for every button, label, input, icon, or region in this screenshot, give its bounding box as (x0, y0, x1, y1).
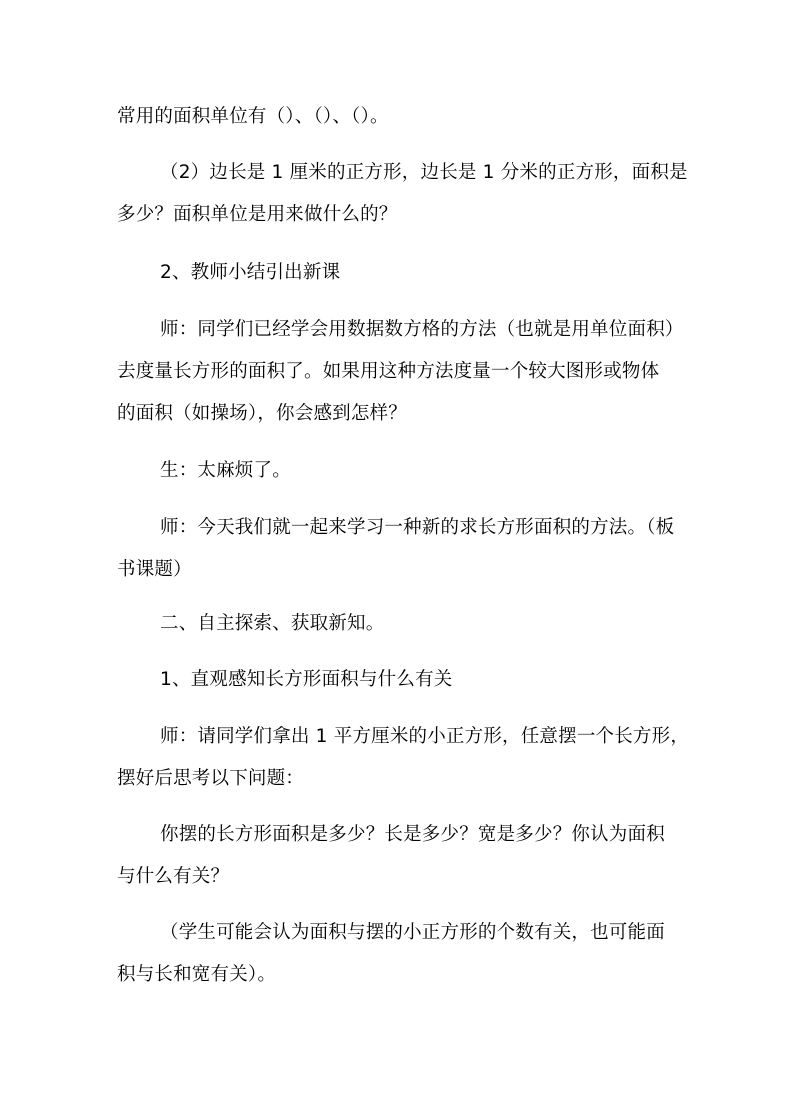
text-line: 师：今天我们就一起来学习一种新的求长方形面积的方法。（板 (160, 517, 675, 538)
text-line: 书课题） (117, 559, 192, 580)
text-line: 去度量长方形的面积了。如果用这种方法度量一个较大图形或物体 (117, 361, 660, 382)
text-line: 你摆的长方形面积是多少？长是多少？宽是多少？你认为面积 (160, 824, 665, 845)
text-line: 的面积（如操场），你会感到怎样？ (117, 403, 407, 424)
text-line: 师：同学们已经学会用数据数方格的方法（也就是用单位面积） (160, 319, 684, 340)
text-line: （学生可能会认为面积与摆的小正方形的个数有关，也可能面 (160, 922, 665, 943)
text-line: （2）边长是 1 厘米的正方形，边长是 1 分米的正方形，面积是 (160, 162, 688, 183)
text-line: 摆好后思考以下问题： (117, 768, 305, 789)
section-heading: 2、教师小结引出新课 (160, 262, 341, 283)
text-line: 常用的面积单位有（）、（）、（）。 (117, 106, 389, 127)
text-line: 与什么有关？ (117, 866, 230, 887)
text-line: 师：请同学们拿出 1 平方厘米的小正方形，任意摆一个长方形， (160, 726, 690, 747)
text-line: 多少？面积单位是用来做什么的？ (117, 204, 398, 225)
section-heading: 1、直观感知长方形面积与什么有关 (160, 669, 453, 690)
text-line: 生：太麻烦了。 (160, 460, 291, 481)
text-line: 积与长和宽有关）。 (117, 964, 277, 985)
section-heading: 二、自主探索、获取新知。 (160, 613, 385, 634)
